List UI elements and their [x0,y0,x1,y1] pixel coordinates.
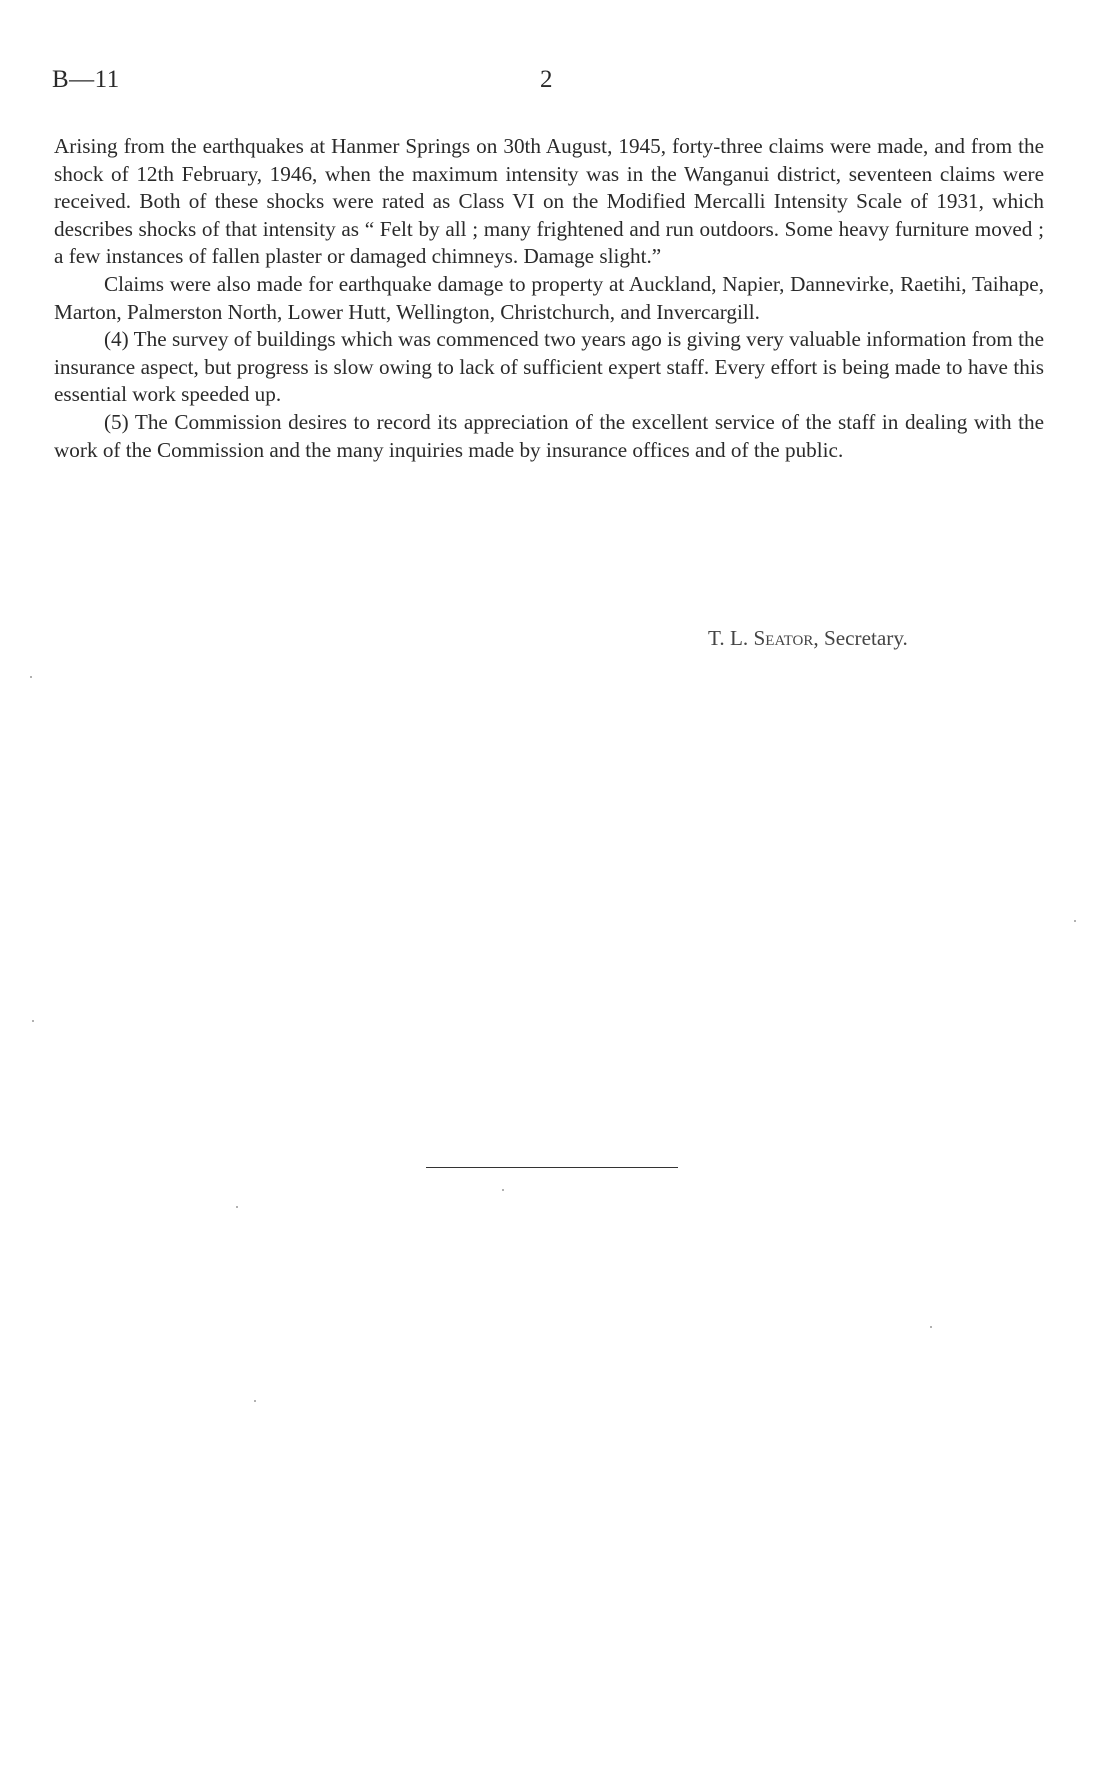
signatory-name: T. L. Seator [708,626,814,650]
paragraph-other-claims: Claims were also made for earthquake damage to property at Auckland, Napier, Dannevirke, Raetihi, Taihape, Marton, Palmerston North, Lower Hutt, Wellington, Christchurch, and Invercargill. [54,271,1044,324]
paragraph-earthquake-claims: Arising from the earthquakes at Hanmer Springs on 30th August, 1945, forty-three claims were made, and from the shock of 12th February, 1946, when the maximum intensity was in the Wanganui district, seventeen claims were received. Both of these shocks were rated as Class VI on the Modified Mercalli Intensity Scale of 1931, which describes shocks of that intensity as “ Felt by all ; many frightened and run outdoors. Some heavy furniture moved ; a few instances of fallen plaster or damaged chimneys. Damage slight.” [54,134,1044,269]
scan-speck [236,1206,238,1208]
scan-speck [1074,920,1076,922]
scan-speck [254,1400,256,1402]
scan-speck [32,1020,34,1022]
scan-speck [930,1326,932,1328]
scan-speck [502,1189,504,1191]
page-reference: B—11 [52,66,120,93]
end-rule-divider [426,1167,678,1168]
signatory-title: , Secretary. [813,626,908,650]
paragraph-appreciation: (5) The Commission desires to record its appreciation of the excellent service of the staff in dealing with the work of the Commission and the many inquiries made by insurance offices and of the public. [54,409,1044,462]
signature-line [708,626,908,651]
document-body [54,133,1044,464]
scan-speck [30,676,32,678]
page-number: 2 [540,66,553,93]
paragraph-building-survey: (4) The survey of buildings which was commenced two years ago is giving very valuable information from the insurance aspect, but progress is slow owing to lack of sufficient expert staff. Every effort is being made to have this essential work speeded up. [54,327,1044,407]
